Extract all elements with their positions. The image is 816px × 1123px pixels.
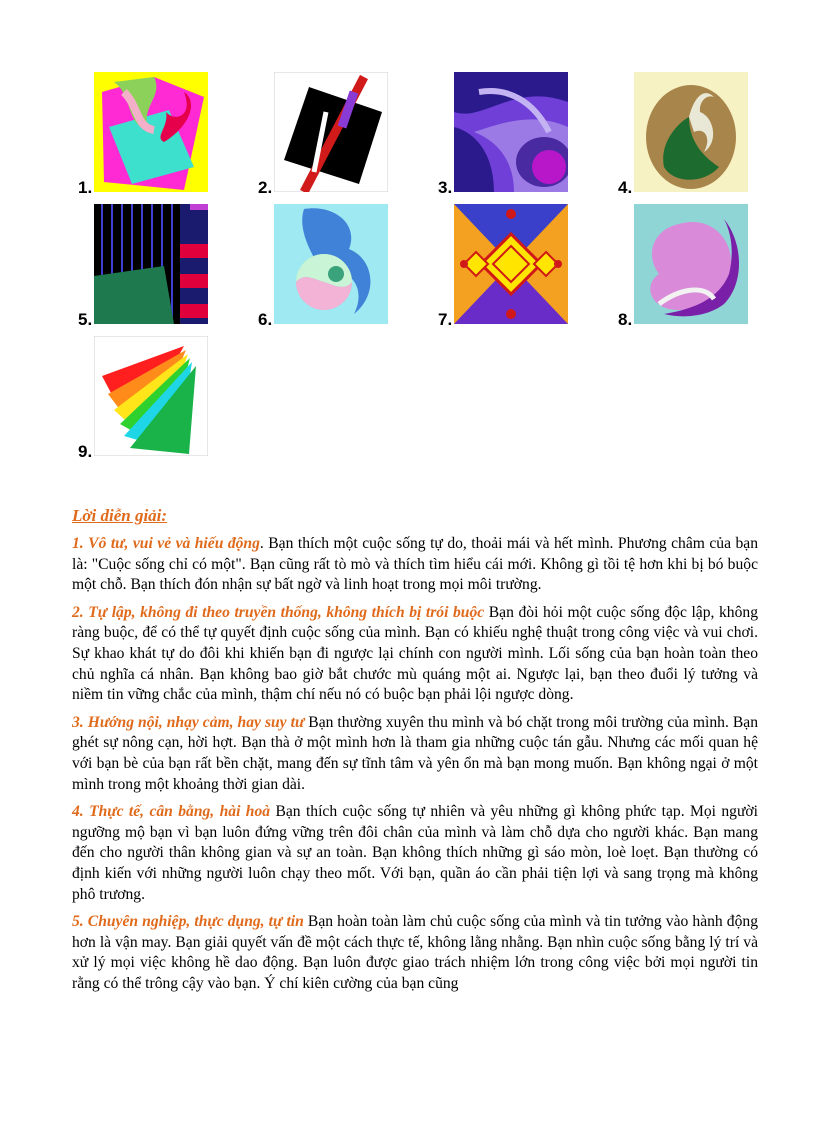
image-tile-2 — [258, 72, 408, 200]
image-tile-5 — [78, 204, 228, 332]
explanation-item-1 — [72, 534, 758, 596]
item-text: Bạn hoàn toàn làm chủ cuộc sống của mình và tin tưởng vào hành động hơn là vận may. Bạn giải quyết vấn đề một cách thực tế, không lằng nhằng. Bạn nhìn cuộc sống bằng lý trí và xử lý mọi việc không hề dao động. Bạn luôn được giao trách nhiệm lớn trong công việc bởi mọi người tin rằng có thể trông cậy vào bạn. Ý chí kiên cường của bạn cũng — [72, 913, 758, 992]
explanation-item-2 — [72, 603, 758, 706]
tile-number: 6. — [258, 310, 273, 329]
tile-number: 3. — [438, 178, 453, 197]
yinyang-pastel-image — [274, 204, 388, 324]
tile-number: 2. — [258, 178, 273, 197]
olive-egg-sprout-image — [634, 72, 748, 192]
tile-number: 7. — [438, 310, 453, 329]
item-title: 1. Vô tư, vui vẻ và hiếu động — [72, 535, 260, 552]
explanation-item-4 — [72, 802, 758, 905]
image-tile-8 — [618, 204, 768, 332]
image-tile-4 — [618, 72, 768, 200]
pink-cyan-abstract-image — [94, 72, 208, 192]
item-text: Bạn đòi hỏi một cuộc sống độc lập, không ràng buộc, để có thể tự quyết định cuộc sống của mình. Bạn có khiếu nghệ thuật trong công việc và vui chơi. Sự khao khát tự do đôi khi khiến bạn đi ngược lại chính con người mình. Lối sống của bạn hoàn toàn theo chủ nghĩa cá nhân. Bạn không bao giờ bắt chước mù quáng một ai. Ngược lại, bạn theo đuổi lý tưởng và niềm tin vững chắc của mình, thậm chí nếu nó có buộc bạn phải lội ngược dòng. — [72, 603, 758, 704]
tile-number: 5. — [78, 310, 93, 329]
image-tile-1 — [78, 72, 228, 200]
item-title: 5. Chuyên nghiệp, thực dụng, tự tin — [72, 913, 304, 931]
item-text: . Bạn thích một cuộc sống tự do, thoải mái và hết mình. Phương châm của bạn là: "Cuộc sống chỉ có một". Bạn cũng rất tò mò và thích tìm hiểu cái mới. Không gì tồi tệ hơn khi bị bó buộc một chỗ. Bạn thích đón nhận sự bất ngờ và linh hoạt trong mọi môi trường. — [72, 535, 758, 594]
item-text: Bạn thường xuyên thu mình và bó chặt trong môi trường của mình. Bạn ghét sự nông cạn, hời hợt. Bạn thà ở một mình hơn là tham gia những cuộc tán gẫu. Nhưng các mối quan hệ với bạn bè của bạn rất bền chặt, mang đến sự tĩnh tâm và yên ổn mà bạn mong muốn. Bạn không ngại ở một mình trong một khoảng thời gian dài. — [72, 713, 759, 793]
item-title: 3. Hướng nội, nhạy cảm, hay suy tư — [72, 713, 305, 731]
tile-number: 8. — [618, 310, 633, 329]
section-heading: Lời diễn giải: — [72, 506, 168, 525]
item-title: 2. Tự lập, không đi theo truyền thống, không thích bị trói buộc — [72, 603, 485, 621]
item-text: Bạn thích cuộc sống tự nhiên và yêu những gì không phức tạp. Mọi người ngưỡng mộ bạn vì bạn luôn đứng vững trên đôi chân của mình và làm chỗ dựa cho người khác. Bạn mang đến cho người thân không gian và sự an toàn. Bạn không thích những gì sáo mòn, loè loẹt. Bạn thường có định kiến với những người luôn chạy theo mốt. Với bạn, quần áo cần phải tiện lợi và sang trọng mà không phô trương. — [72, 803, 759, 903]
striped-black-green-image — [94, 204, 208, 324]
tile-number: 1. — [78, 178, 93, 197]
tile-number: 4. — [618, 178, 633, 197]
image-tile-3 — [438, 72, 588, 200]
image-tile-6 — [258, 204, 408, 332]
tile-number: 9. — [78, 442, 93, 461]
image-tile-9 — [78, 336, 228, 464]
explanation-item-5 — [72, 912, 758, 994]
image-tile-7 — [438, 204, 588, 332]
yellow-diamonds-blue-image — [454, 204, 568, 324]
pink-petal-image — [634, 204, 748, 324]
black-diamond-red-stripe-image — [274, 72, 388, 192]
purple-swirl-image — [454, 72, 568, 192]
rainbow-fan-image — [94, 336, 208, 456]
explanation-section — [72, 506, 758, 1001]
item-title: 4. Thực tế, cân bằng, hài hoà — [72, 803, 271, 821]
explanation-item-3 — [72, 713, 758, 795]
